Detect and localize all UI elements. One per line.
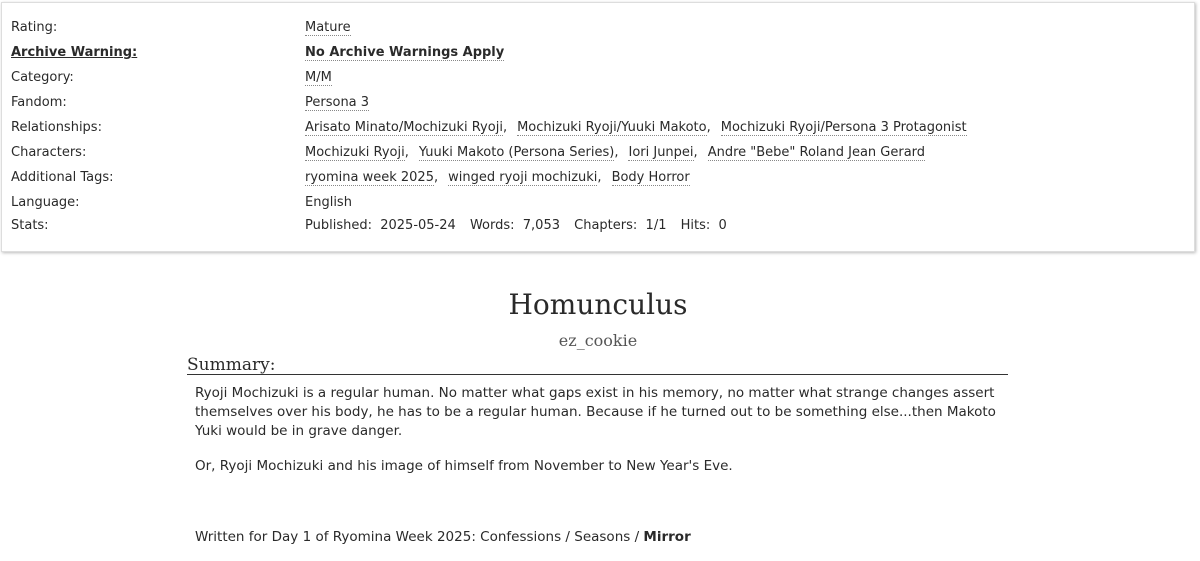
characters-label: Characters: [11, 145, 87, 160]
additional-tags-label: Additional Tags: [11, 170, 114, 185]
meta-row-rating [2, 20, 1192, 40]
relationship-tag-link[interactable]: Arisato Minato/Mochizuki Ryoji [305, 120, 503, 135]
fandom-label: Fandom: [11, 95, 67, 110]
character-tag-link[interactable]: Andre "Bebe" Roland Jean Gerard [707, 145, 926, 160]
freeform-tag-link[interactable]: Body Horror [611, 170, 690, 185]
character-tag-link[interactable]: Iori Junpei [628, 145, 694, 160]
language-label: Language: [11, 195, 80, 210]
relationship-tag-link[interactable]: Mochizuki Ryoji/Yuuki Makoto [517, 120, 707, 135]
meta-row-fandom [2, 95, 1192, 115]
stats-values [305, 218, 737, 233]
meta-row-category [2, 70, 1192, 90]
stat-published: Published: 2025-05-24 [305, 218, 456, 233]
freeform-tag-link[interactable]: ryomina week 2025 [305, 170, 434, 185]
rating-tag-link[interactable]: Mature [305, 20, 351, 35]
summary-body [195, 384, 1010, 492]
freeform-tag-link[interactable]: winged ryoji mochizuki [448, 170, 598, 185]
stat-hits: Hits: 0 [680, 218, 727, 233]
notes-bold: Mirror [643, 529, 691, 545]
meta-row-language [2, 195, 1192, 215]
summary-heading: Summary: [187, 356, 1008, 375]
meta-row-relationships: Relationships: Arisato Minato/Mochizuki Ryoji, Mochizuki Ryoji/Yuuki Makoto, Mochizuki Ryoji/Persona 3 Protagonist [11, 120, 967, 135]
meta-row-warning [2, 45, 1192, 65]
relationship-tag-link[interactable]: Mochizuki Ryoji/Persona 3 Protagonist [720, 120, 967, 135]
author-link[interactable]: ez_cookie [558, 331, 638, 350]
stat-words: Words: 7,053 [469, 218, 560, 233]
summary-paragraph: Ryoji Mochizuki is a regular human. No matter what gaps exist in his memory, no matter what strange changes assert themselves over his body, he has to be a regular human. Because if he turned out to be something else...then Makoto Yuki would be in grave danger. [195, 385, 996, 439]
character-tag-link[interactable]: Mochizuki Ryoji [305, 145, 405, 160]
stat-chapters: Chapters: 1/1 [574, 218, 667, 233]
notes-text [195, 529, 691, 545]
work-title: Homunculus [508, 288, 688, 321]
character-tag-link[interactable]: Yuuki Makoto (Persona Series) [418, 145, 615, 160]
archive-warning-label[interactable]: Archive Warning: [11, 45, 138, 60]
rating-label: Rating: [11, 20, 58, 35]
meta-row-characters: Characters: Mochizuki Ryoji, Yuuki Makoto (Persona Series), Iori Junpei, Andre "Bebe" Roland Jean Gerard [11, 145, 926, 160]
stats-label: Stats: [11, 218, 49, 233]
relationships-label: Relationships: [11, 120, 102, 135]
warning-tag-link[interactable]: No Archive Warnings Apply [305, 45, 505, 60]
language-value: English [305, 195, 352, 210]
work-meta-box [1, 2, 1195, 252]
notes-prefix: Written for Day 1 of Ryomina Week 2025: Confessions / Seasons / [195, 529, 644, 545]
category-tag-link[interactable]: M/M [305, 70, 332, 85]
meta-row-additional-tags: Additional Tags: ryomina week 2025, winged ryoji mochizuki, Body Horror [11, 170, 690, 185]
fandom-tag-link[interactable]: Persona 3 [305, 95, 370, 110]
summary-paragraph: Or, Ryoji Mochizuki and his image of himself from November to New Year's Eve. [195, 458, 733, 474]
category-label: Category: [11, 70, 74, 85]
meta-row-stats [2, 218, 1192, 238]
